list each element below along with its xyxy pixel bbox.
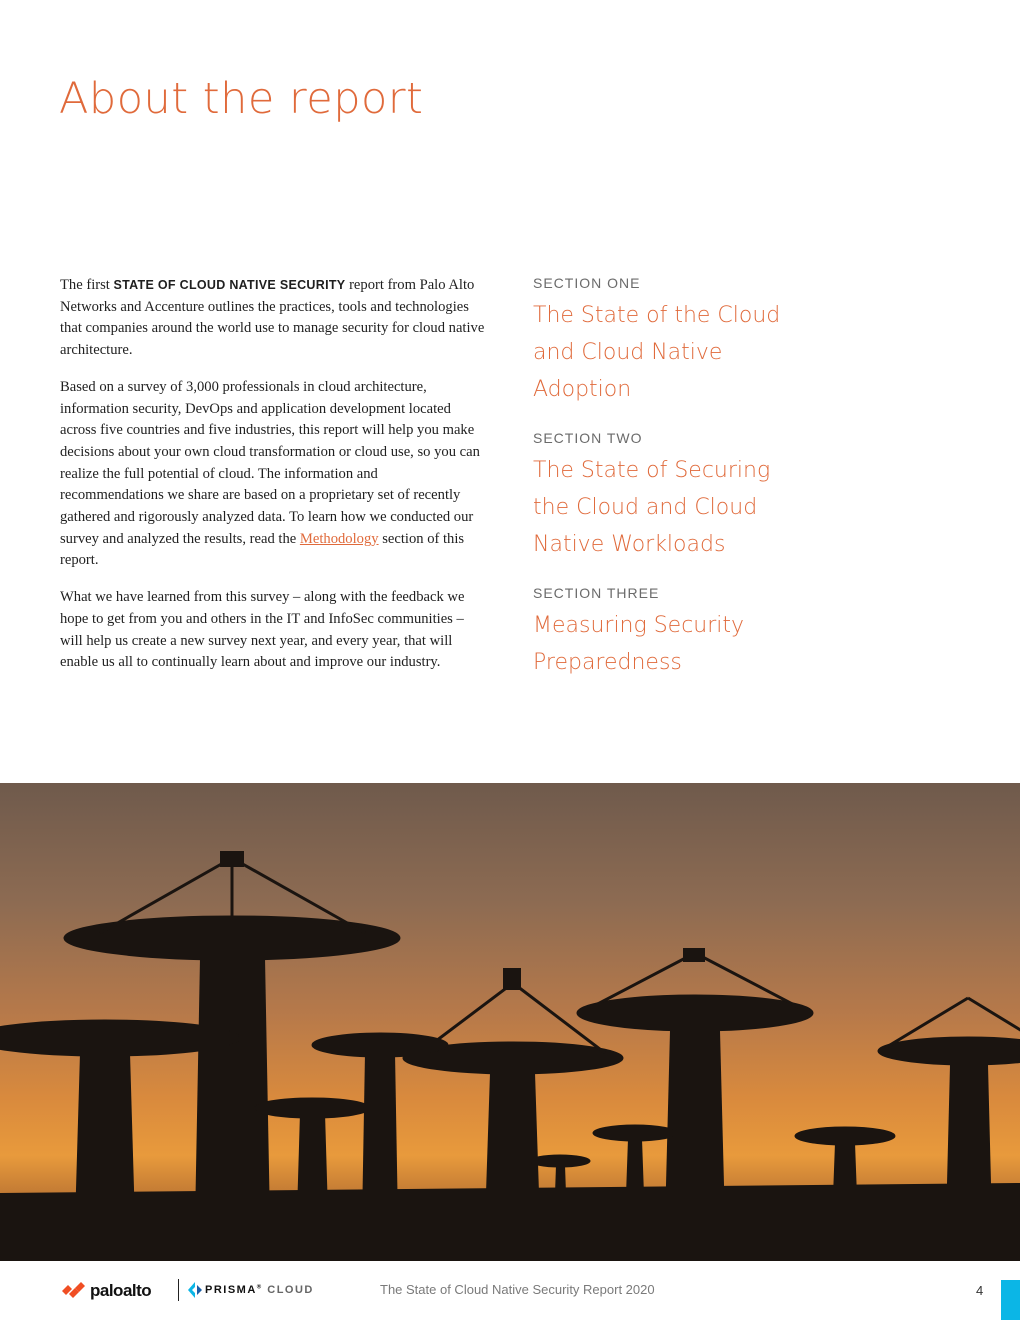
intro-paragraph-1 [60, 275, 485, 362]
page-footer [0, 1262, 1020, 1320]
intro-paragraph-2 [60, 377, 485, 572]
cloud-text: CLOUD [267, 1284, 314, 1296]
paloalto-wordmark: paloalto [90, 1281, 152, 1300]
prisma-wordmark: PRISMA® CLOUD [205, 1284, 314, 1296]
text-run: report from Palo Alto Networks and Accenture outlines the practices, tools and technologies that companies around the world use to manage security for cloud native architecture. [60, 277, 485, 359]
section-one[interactable] [533, 275, 823, 408]
text-run: The first [60, 277, 114, 293]
report-name: STATE OF CLOUD NATIVE SECURITY [113, 278, 346, 292]
prisma-mark-icon [188, 1282, 202, 1298]
logo-divider [178, 1279, 179, 1301]
prisma-text: PRISMA [205, 1284, 257, 1296]
section-label: SECTION TWO [533, 430, 643, 446]
text-run: section of this report. [60, 530, 465, 569]
intro-paragraph-3: What we have learned from this survey – along with the feedback we hope to get from you and others in the IT and InfoSec communities – will help us create a new survey next year, and every year, that will enable us all to continually learn about and improve our industry. [60, 589, 465, 671]
section-two[interactable] [533, 430, 823, 563]
page-title: About the report [59, 74, 424, 124]
section-list [533, 275, 823, 703]
paloalto-logo [60, 1281, 151, 1301]
section-label: SECTION THREE [533, 585, 660, 601]
methodology-link[interactable]: Methodology [299, 530, 379, 547]
footer-report-title: The State of Cloud Native Security Report 2020 [380, 1282, 655, 1297]
telescope-silhouettes [0, 783, 1020, 1261]
section-title[interactable]: Measuring Security Preparedness [533, 613, 745, 675]
page-tab-marker [1001, 1280, 1020, 1320]
section-label: SECTION ONE [533, 275, 641, 291]
page-number: 4 [976, 1283, 984, 1298]
intro-text [60, 275, 485, 689]
paloalto-mark-icon [60, 1282, 86, 1300]
section-title[interactable]: The State of Securing the Cloud and Cloud Native Workloads [533, 458, 771, 557]
section-three[interactable] [533, 585, 823, 681]
section-title[interactable]: The State of the Cloud and Cloud Native Adoption [533, 303, 781, 402]
radio-telescope-photo [0, 783, 1020, 1261]
prisma-cloud-logo [188, 1282, 314, 1298]
text-run: Based on a survey of 3,000 professionals in cloud architecture, information security, DevOps and application development located across five countries and five industries, this report will help you make decisions about your own cloud transformation or cloud use, so you can realize the full potential of cloud. The information and recommendations we share are based on a proprietary set of recently gathered and rigorously analyzed data. To learn how we conducted our survey and analyzed the results, read the [60, 378, 480, 547]
